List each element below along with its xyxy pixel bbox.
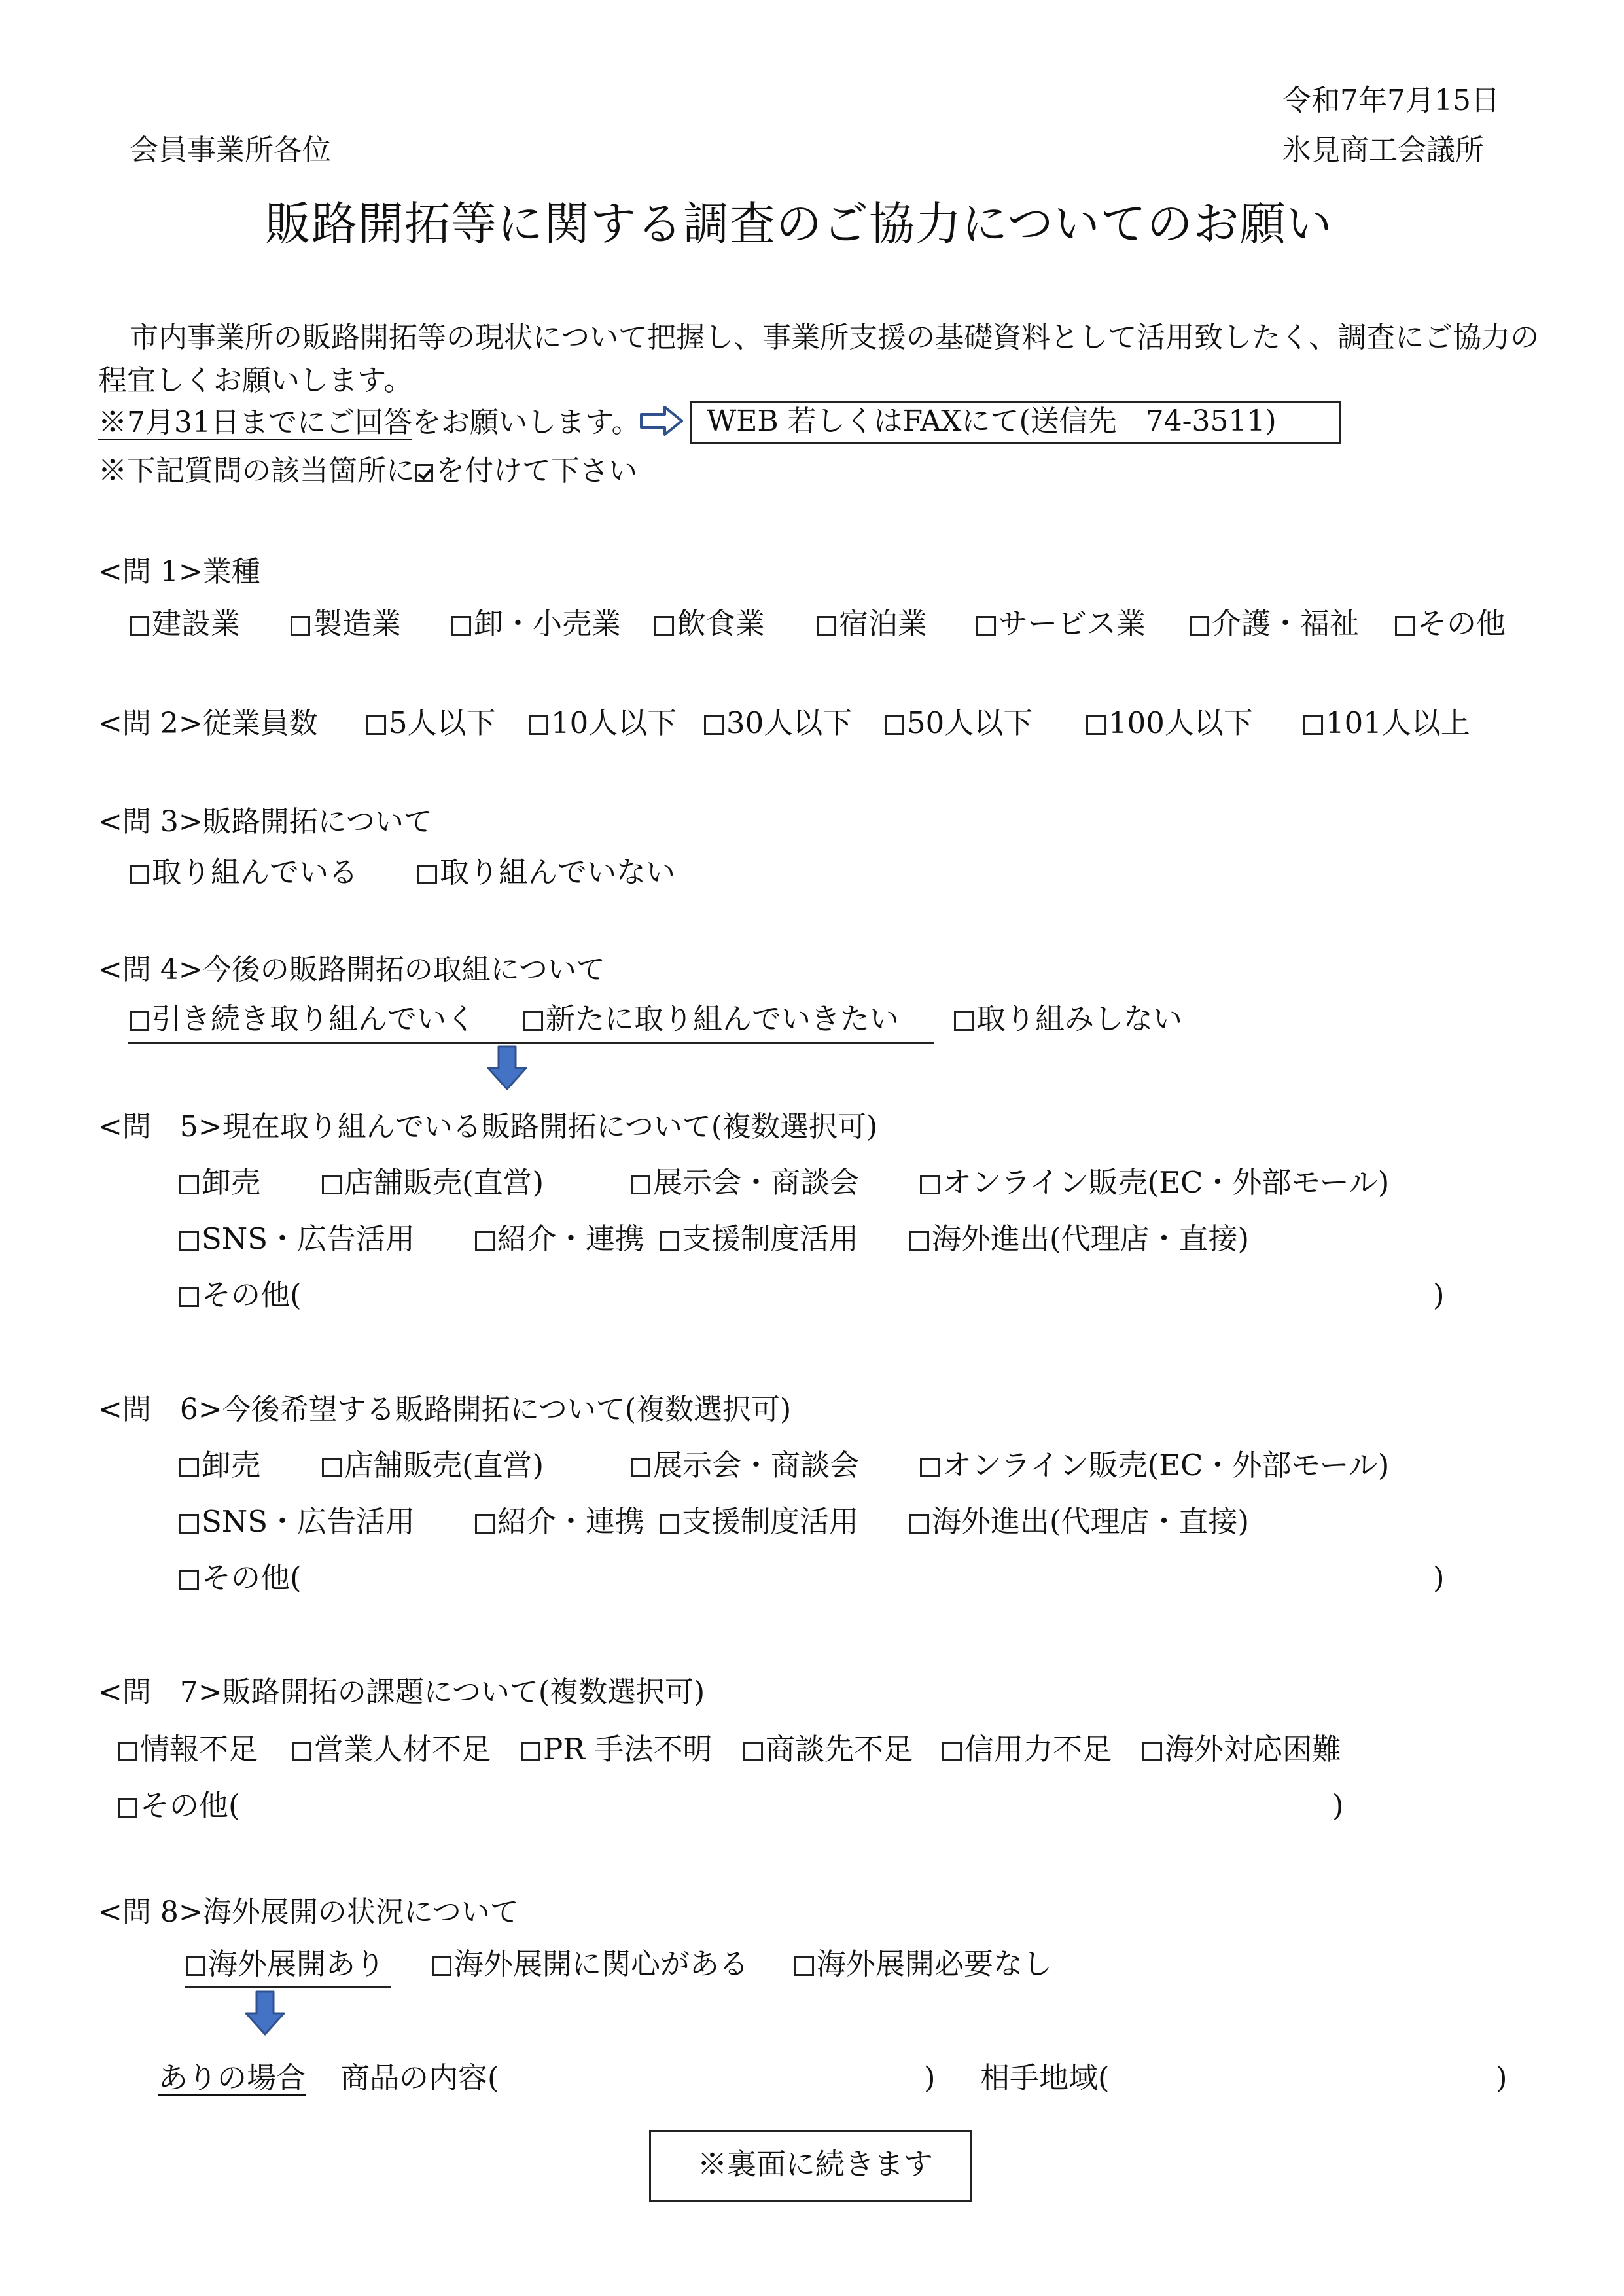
q2-option[interactable]: 101人以上 (1303, 706, 1470, 741)
checkbox-icon[interactable] (179, 1175, 199, 1194)
q5-option[interactable]: 海外進出(代理店・直接) (909, 1221, 1249, 1257)
q5-option[interactable]: 店舗販売(直営) (322, 1165, 544, 1200)
q2-option[interactable]: 50人以下 (885, 706, 1033, 741)
checkbox-icon[interactable] (179, 1514, 199, 1534)
sender: 氷見商工会議所 (1282, 134, 1484, 167)
q6-option[interactable]: 店舗販売(直営) (322, 1448, 544, 1483)
q5-other-close: ) (1433, 1278, 1445, 1312)
q4-label: <問 4>今後の販路開拓の取組について (98, 953, 605, 986)
q7-other[interactable]: その他( (118, 1788, 240, 1823)
checkbox-icon[interactable] (976, 616, 996, 636)
q2-option[interactable]: 10人以下 (529, 706, 677, 741)
checkbox-icon[interactable] (130, 1011, 149, 1031)
q5-option[interactable]: 展示会・商談会 (631, 1165, 859, 1200)
checkbox-icon[interactable] (660, 1231, 679, 1251)
q6-option[interactable]: 海外進出(代理店・直接) (909, 1504, 1249, 1539)
checkbox-icon[interactable] (291, 616, 310, 636)
q8-option[interactable]: 海外展開あり (186, 1946, 385, 1982)
checkbox-icon[interactable] (1086, 715, 1106, 735)
q6-other[interactable]: その他( (179, 1560, 302, 1596)
checkbox-icon[interactable] (794, 1956, 814, 1976)
q6-other-close: ) (1433, 1560, 1445, 1595)
checkbox-icon[interactable] (1303, 715, 1323, 735)
checkbox-icon[interactable] (186, 1956, 205, 1976)
checkbox-icon[interactable] (885, 715, 904, 735)
checkbox-icon[interactable] (130, 865, 149, 884)
checkbox-icon[interactable] (179, 1458, 199, 1477)
document-date: 令和7年7月15日 (1282, 84, 1500, 117)
checkbox-icon[interactable] (475, 1231, 495, 1251)
intro-line-2: 程宜しくお願いします。 (98, 364, 413, 397)
recipient: 会員事業所各位 (130, 134, 331, 167)
q1-option[interactable]: 建設業 (130, 606, 240, 641)
checkbox-icon[interactable] (451, 616, 471, 636)
q5-option[interactable]: 紹介・連携 (475, 1221, 644, 1257)
checkbox-icon[interactable] (417, 865, 437, 884)
q7-option[interactable]: 信用力不足 (942, 1732, 1112, 1767)
checkbox-icon[interactable] (179, 1287, 199, 1307)
checkbox-icon[interactable] (954, 1011, 974, 1031)
q6-option[interactable]: 支援制度活用 (660, 1504, 858, 1539)
partner-region-close: ) (1496, 2060, 1508, 2095)
continued-note: ※裏面に続きます (697, 2147, 934, 2181)
q4-option[interactable]: 新たに取り組んでいきたい (523, 1001, 899, 1037)
q4-underline (128, 1042, 934, 1044)
checkbox-icon[interactable] (130, 616, 149, 636)
q7-label: <問 7>販路開拓の課題について(複数選択可) (98, 1676, 705, 1709)
q6-label: <問 6>今後希望する販路開拓について(複数選択可) (98, 1393, 792, 1426)
checkbox-icon[interactable] (942, 1742, 962, 1761)
q7-option[interactable]: 営業人材不足 (292, 1732, 491, 1767)
q8-underline (185, 1986, 391, 1988)
q6-option[interactable]: 展示会・商談会 (631, 1448, 859, 1483)
checkbox-icon[interactable] (1142, 1742, 1162, 1761)
q1-option[interactable]: 飲食業 (654, 606, 765, 641)
checkbox-icon[interactable] (366, 715, 386, 735)
q5-option[interactable]: オンライン販売(EC・外部モール) (920, 1165, 1389, 1200)
checkbox-icon[interactable] (920, 1175, 940, 1194)
document-title: 販路開拓等に関する調査のご協力についてのお願い (265, 197, 1333, 251)
checkbox-icon[interactable] (529, 715, 548, 735)
q7-option[interactable]: 情報不足 (118, 1732, 258, 1767)
q6-option[interactable]: SNS・広告活用 (179, 1504, 415, 1539)
product-content-close: ) (924, 2060, 936, 2095)
q4-option[interactable]: 引き続き取り組んでいく (130, 1001, 476, 1037)
q2-option[interactable]: 30人以下 (704, 706, 852, 741)
q1-option[interactable]: サービス業 (976, 606, 1146, 641)
checkbox-icon[interactable] (523, 1011, 543, 1031)
checkbox-icon[interactable] (631, 1175, 650, 1194)
q3-label: <問 3>販路開拓について (98, 805, 432, 838)
checkbox-icon[interactable] (521, 1742, 540, 1761)
q1-option[interactable]: 宿泊業 (817, 606, 927, 641)
q2-label: <問 2>従業員数 (98, 707, 318, 740)
q8-option[interactable]: 海外展開必要なし (794, 1946, 1052, 1982)
q8-label: <問 8>海外展開の状況について (98, 1895, 519, 1929)
q1-option[interactable]: 製造業 (291, 606, 401, 641)
checkbox-icon[interactable] (920, 1458, 940, 1477)
q2-option[interactable]: 5人以下 (366, 706, 496, 741)
q5-other[interactable]: その他( (179, 1278, 302, 1313)
submit-method: WEB 若しくはFAXにて(送信先 74-3511) (707, 404, 1277, 438)
q4-option[interactable]: 取り組みしない (954, 1001, 1182, 1037)
checkbox-icon[interactable] (704, 715, 724, 735)
checkbox-icon[interactable] (432, 1956, 451, 1976)
checkbox-icon[interactable] (909, 1514, 929, 1534)
q7-option[interactable]: 海外対応困難 (1142, 1732, 1341, 1767)
q8-option[interactable]: 海外展開に関心がある (432, 1946, 749, 1982)
q3-option[interactable]: 取り組んでいない (417, 855, 675, 890)
checkbox-icon[interactable] (1395, 616, 1415, 636)
checkbox-icon[interactable] (292, 1742, 311, 1761)
q5-label: <問 5>現在取り組んでいる販路開拓について(複数選択可) (98, 1110, 878, 1143)
checkbox-icon[interactable] (654, 616, 674, 636)
partner-region: 相手地域( (980, 2060, 1110, 2095)
q1-option[interactable]: 介護・福祉 (1190, 606, 1359, 641)
checkbox-icon[interactable] (817, 616, 836, 636)
if-yes-label: ありの場合 (158, 2060, 306, 2095)
product-content: 商品の内容( (340, 2060, 499, 2095)
q2-option[interactable]: 100人以下 (1086, 706, 1253, 741)
q1-option[interactable]: その他 (1395, 606, 1506, 641)
checkbox-icon[interactable] (179, 1570, 199, 1590)
q5-option[interactable]: 卸売 (179, 1165, 260, 1200)
q1-option[interactable]: 卸・小売業 (451, 606, 621, 641)
q7-other-close: ) (1332, 1788, 1344, 1823)
q1-label: <問 1>業種 (98, 555, 260, 588)
checkbox-icon[interactable] (475, 1514, 495, 1534)
q6-option[interactable]: 卸売 (179, 1448, 260, 1483)
q6-option[interactable]: オンライン販売(EC・外部モール) (920, 1448, 1389, 1483)
intro-line-1: 市内事業所の販路開拓等の現状について把握し、事業所支援の基礎資料として活用致したく、調査にご協力の (130, 321, 1540, 354)
arrow-down-icon (242, 1990, 288, 2037)
q5-option[interactable]: SNS・広告活用 (179, 1221, 415, 1257)
q7-option[interactable]: PR 手法不明 (521, 1732, 712, 1767)
q3-option[interactable]: 取り組んでいる (130, 855, 358, 890)
deadline-rest: をお願いします。 (412, 406, 641, 439)
checkbox-icon[interactable] (631, 1458, 650, 1477)
checkbox-icon[interactable] (179, 1231, 199, 1251)
checkbox-icon[interactable] (322, 1458, 342, 1477)
q7-option[interactable]: 商談先不足 (743, 1732, 913, 1767)
checkbox-icon[interactable] (909, 1231, 929, 1251)
checkbox-icon[interactable] (1190, 616, 1209, 636)
deadline-date: ※7月31日までにご回答 (98, 406, 412, 439)
checked-box-icon (415, 464, 433, 482)
checkbox-icon[interactable] (660, 1514, 679, 1534)
checkbox-icon[interactable] (322, 1175, 342, 1194)
deadline-note (98, 406, 640, 440)
checkbox-icon[interactable] (118, 1742, 137, 1761)
checkbox-icon[interactable] (118, 1798, 137, 1818)
q6-option[interactable]: 紹介・連携 (475, 1504, 644, 1539)
checkbox-icon[interactable] (743, 1742, 763, 1761)
q5-option[interactable]: 支援制度活用 (660, 1221, 858, 1257)
arrow-down-icon (484, 1045, 530, 1092)
arrow-right-icon (639, 404, 684, 437)
check-instruction: ※下記質問の該当箇所に を付けて下さい (98, 454, 637, 488)
